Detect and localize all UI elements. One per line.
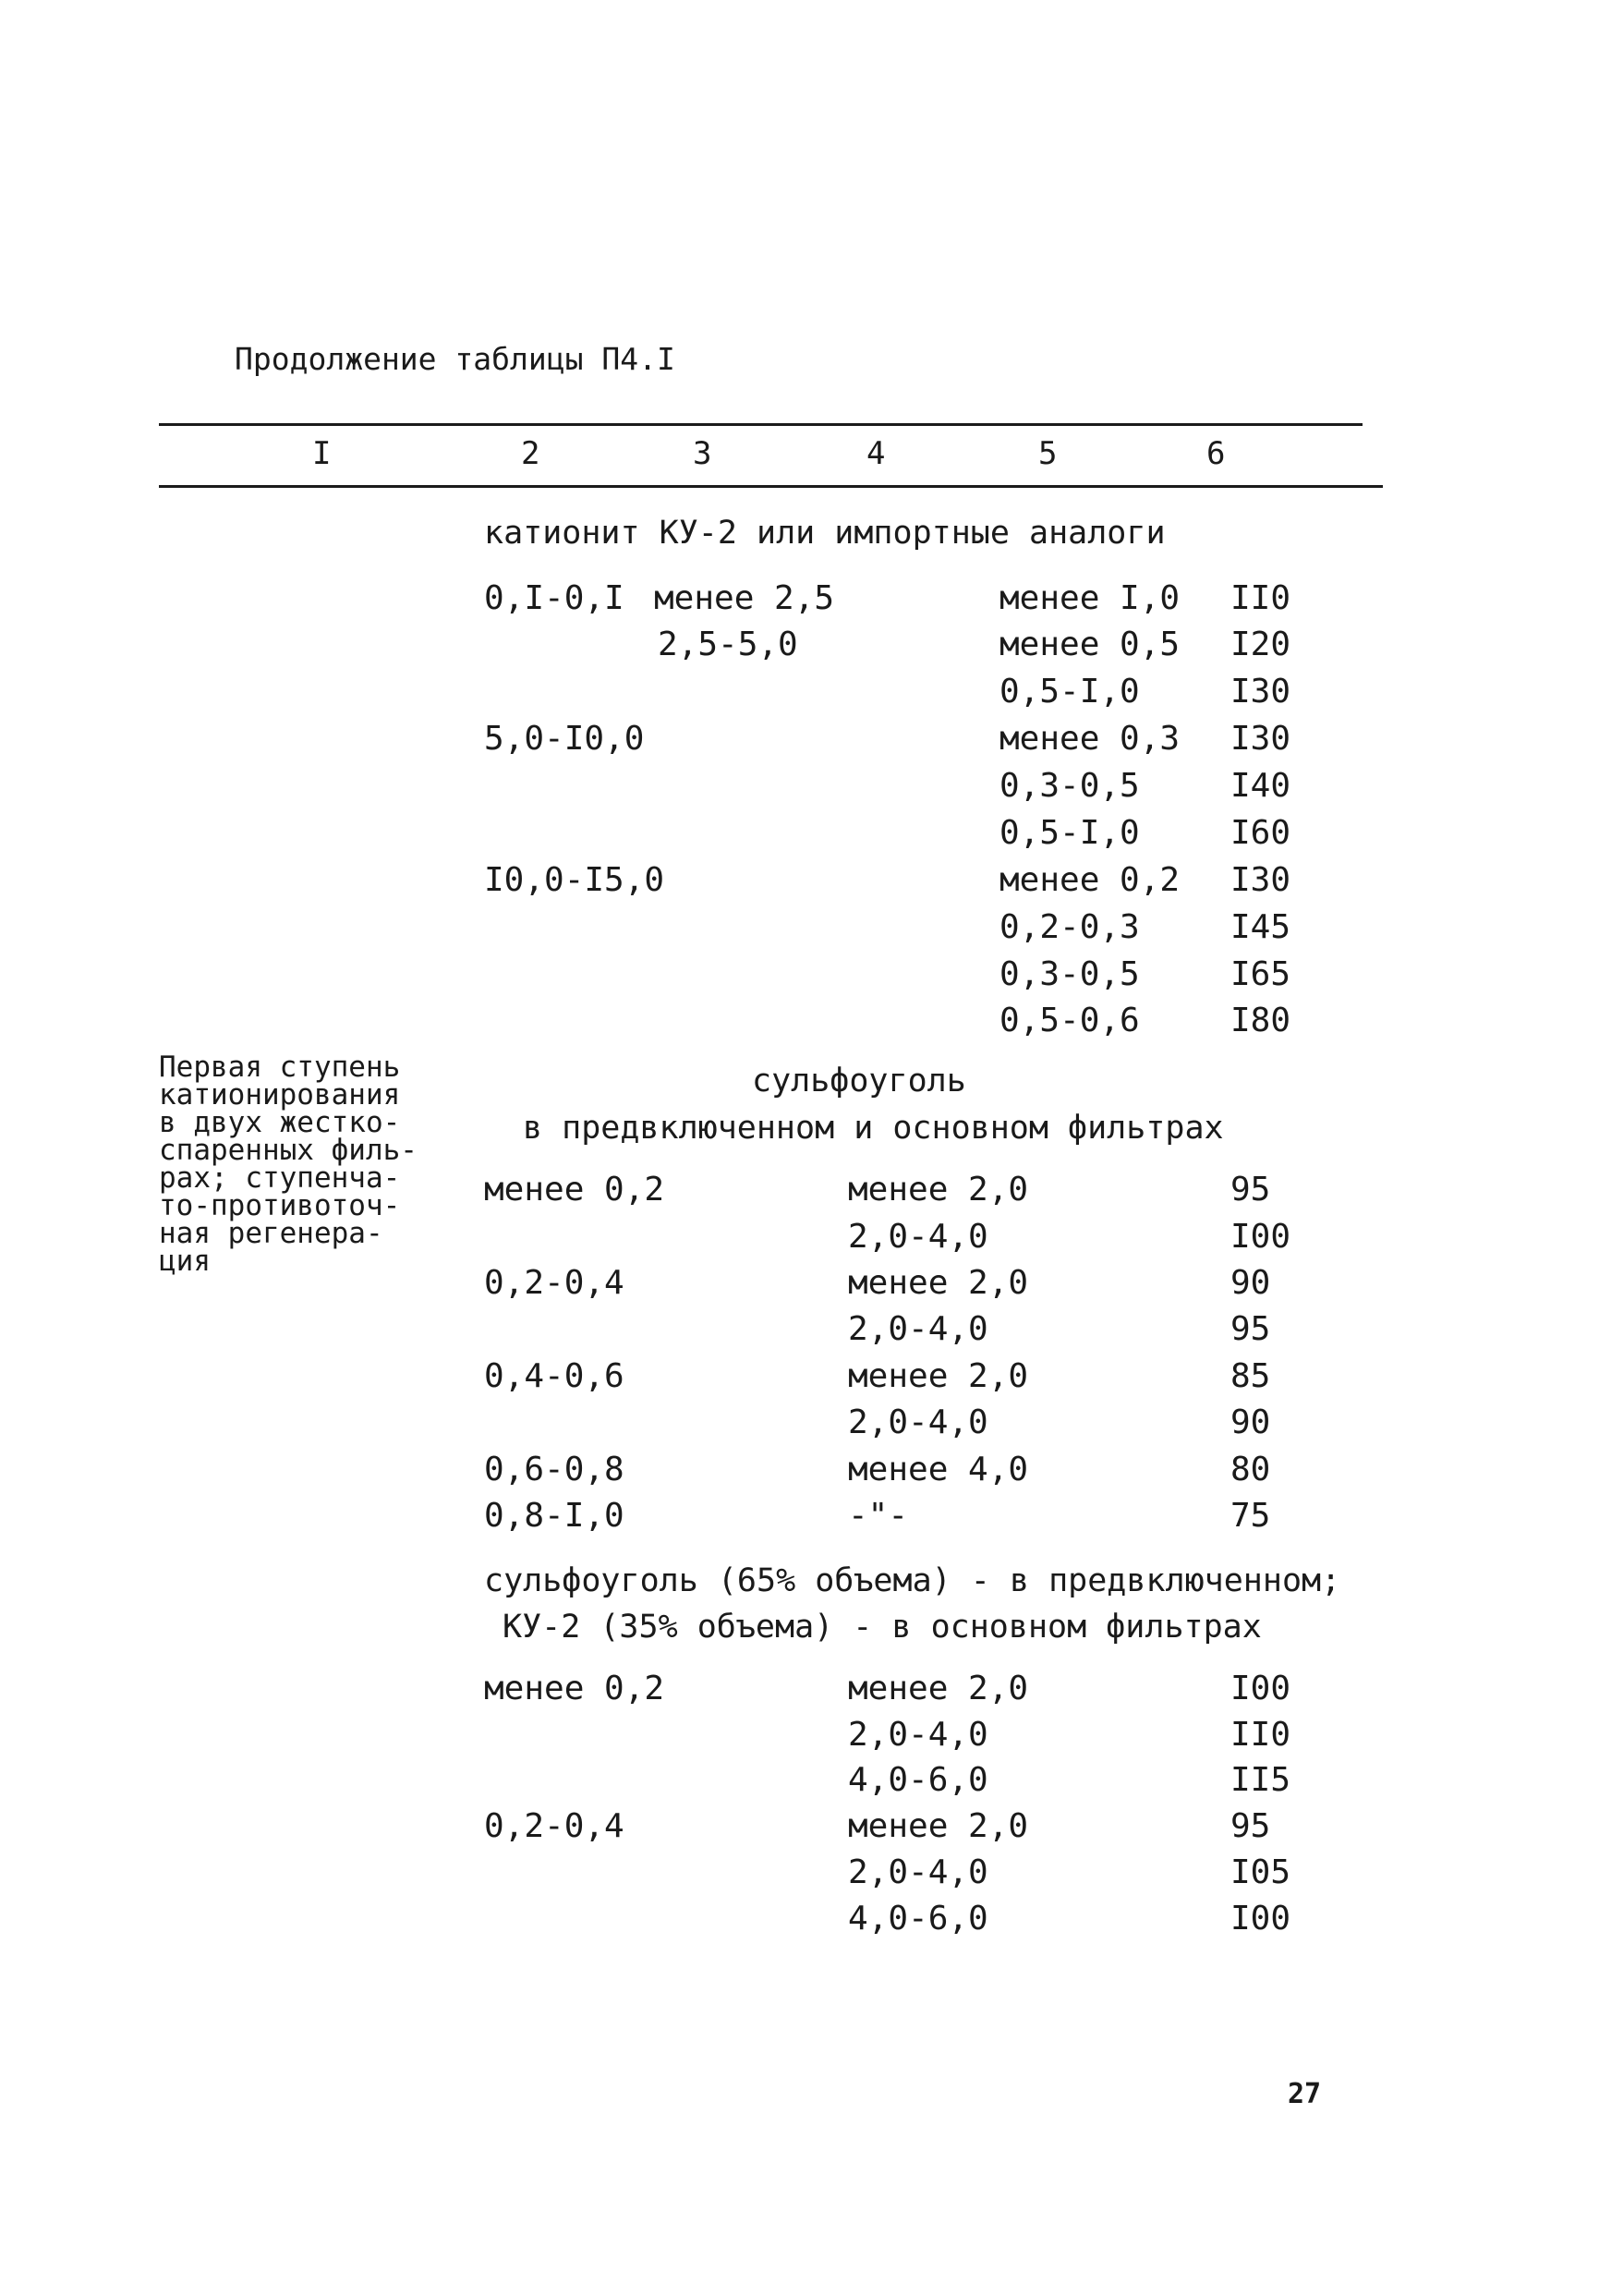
cell: менее 4,0 [848,1451,1029,1488]
section-title: сульфоуголь [752,1063,966,1099]
cell: -"- [848,1497,909,1535]
cell: 95 [1230,1171,1271,1209]
cell: I30 [1230,720,1291,758]
cell: I30 [1230,861,1291,899]
cell: 90 [1230,1264,1271,1302]
cell: менее 2,0 [848,1264,1029,1302]
cell: 0,I-0,I [484,579,624,617]
cell: менее 0,3 [999,720,1181,758]
cell: 0,8-I,0 [484,1497,624,1535]
page-number: 27 [1288,2078,1322,2110]
section-subtitle: в предвключенном и основном фильтрах [523,1110,1224,1147]
cell: менее 0,2 [484,1171,665,1209]
row-label-line: в двух жестко- [159,1106,401,1139]
column-header-5: 5 [1038,435,1058,472]
section-title: сульфоуголь (65% объема) - в предвключенном; [484,1562,1341,1599]
header-top-rule [159,423,1363,426]
cell: 0,3-0,5 [999,955,1140,993]
cell: 2,0-4,0 [848,1310,988,1348]
cell: 4,0-6,0 [848,1761,988,1799]
cell: менее 2,5 [654,579,835,617]
cell: 2,0-4,0 [848,1853,988,1891]
cell: I80 [1230,1002,1291,1039]
table-caption: Продолжение таблицы П4.I [235,341,675,377]
cell: II0 [1230,579,1291,617]
cell: менее 0,2 [999,861,1181,899]
cell: I00 [1230,1218,1291,1256]
cell: 80 [1230,1451,1271,1488]
cell: I20 [1230,626,1291,663]
column-header-6: 6 [1206,435,1226,472]
cell: I00 [1230,1670,1291,1707]
cell: 0,3-0,5 [999,767,1140,805]
cell: I0,0-I5,0 [484,861,665,899]
section-title: катионит КУ-2 или импортные аналоги [484,515,1166,552]
column-header-4: 4 [866,435,886,472]
cell: 0,2-0,4 [484,1264,624,1302]
cell: 4,0-6,0 [848,1900,988,1938]
cell: 95 [1230,1807,1271,1845]
row-label-line: ция [159,1245,211,1278]
cell: I00 [1230,1900,1291,1938]
cell: 0,2-0,4 [484,1807,624,1845]
cell: 2,0-4,0 [848,1403,988,1441]
cell: 2,0-4,0 [848,1716,988,1754]
cell: I60 [1230,814,1291,852]
row-label-line: ная регенера- [159,1217,383,1250]
cell: менее I,0 [999,579,1181,617]
cell: 0,5-I,0 [999,673,1140,711]
cell: I45 [1230,908,1291,946]
row-label-line: катионирования [159,1078,401,1112]
cell: 2,5-5,0 [658,626,798,663]
row-label-line: рах; ступенча- [159,1161,401,1195]
cell: менее 2,0 [848,1807,1029,1845]
cell: менее 2,0 [848,1171,1029,1209]
row-label-line: спаренных филь- [159,1134,418,1167]
cell: 75 [1230,1497,1271,1535]
cell: 85 [1230,1357,1271,1395]
cell: менее 2,0 [848,1357,1029,1395]
column-header-3: 3 [693,435,712,472]
cell: менее 2,0 [848,1670,1029,1707]
cell: II5 [1230,1761,1291,1799]
header-bottom-rule [159,485,1383,488]
column-header-1: I [312,435,332,472]
cell: 90 [1230,1403,1271,1441]
cell: 2,0-4,0 [848,1218,988,1256]
row-label-first-stage [159,1051,454,1278]
cell: менее 0,5 [999,626,1181,663]
cell: I65 [1230,955,1291,993]
cell: 95 [1230,1310,1271,1348]
cell: I05 [1230,1853,1291,1891]
section-subtitle: КУ-2 (35% объема) - в основном фильтрах [503,1609,1262,1646]
column-header-2: 2 [521,435,540,472]
cell: 5,0-I0,0 [484,720,645,758]
cell: 0,5-I,0 [999,814,1140,852]
cell: II0 [1230,1716,1291,1754]
cell: 0,5-0,6 [999,1002,1140,1039]
cell: менее 0,2 [484,1670,665,1707]
cell: 0,2-0,3 [999,908,1140,946]
cell: 0,6-0,8 [484,1451,624,1488]
row-label-line: Первая ступень [159,1051,401,1084]
cell: 0,4-0,6 [484,1357,624,1395]
row-label-line: то-противоточ- [159,1189,401,1222]
cell: I30 [1230,673,1291,711]
cell: I40 [1230,767,1291,805]
